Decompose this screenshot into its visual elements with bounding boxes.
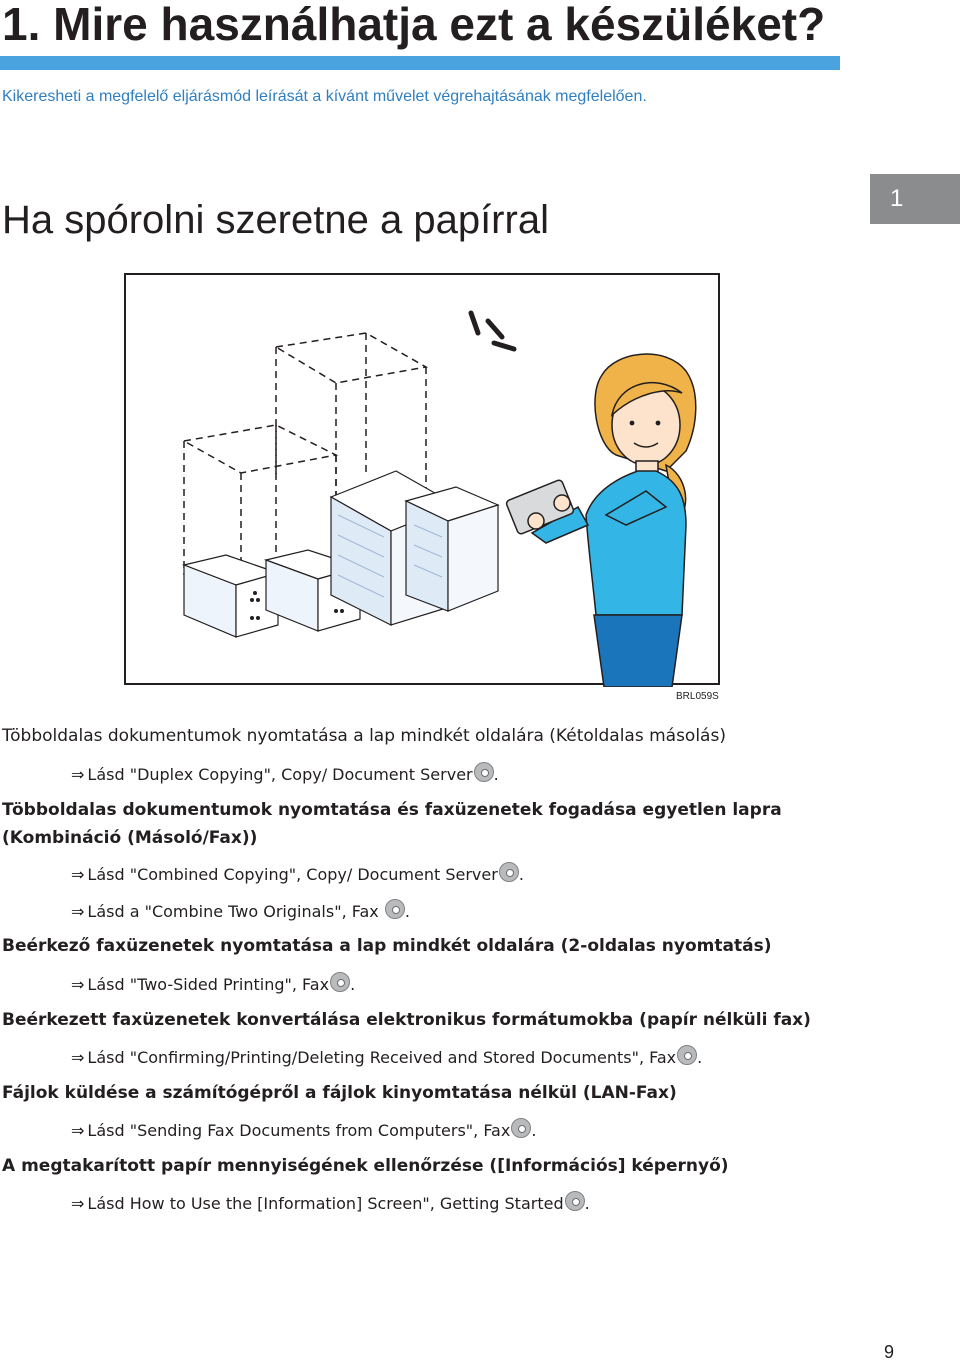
arrow-icon: ⇒: [71, 1121, 85, 1140]
reference-link[interactable]: [71, 1191, 590, 1216]
cd-icon: [511, 1118, 531, 1138]
reference-end: .: [531, 1121, 537, 1140]
reference-end: .: [697, 1048, 703, 1067]
arrow-icon: ⇒: [71, 975, 85, 994]
figure-code: BRL059S: [676, 691, 719, 702]
section-title: Ha spórolni szeretne a papírral: [2, 198, 549, 242]
reference-link[interactable]: [71, 972, 355, 997]
reference-link[interactable]: [71, 762, 499, 787]
item-heading: Fájlok küldése a számítógépről a fájlok kinyomtatása nélkül (LAN-Fax): [2, 1083, 677, 1103]
arrow-icon: ⇒: [71, 1194, 85, 1213]
item-heading: A megtakarított papír mennyiségének ellenőrzése ([Információs] képernyő): [2, 1156, 729, 1176]
arrow-icon: ⇒: [71, 1048, 85, 1067]
cd-icon: [565, 1191, 585, 1211]
title-rule: [0, 56, 840, 70]
cd-icon: [474, 762, 494, 782]
item-heading: Beérkezett faxüzenetek konvertálása elektronikus formátumokba (papír nélküli fax): [2, 1010, 811, 1030]
chapter-title: 1. Mire használhatja ezt a készüléket?: [2, 0, 826, 50]
reference-end: .: [493, 765, 499, 784]
reference-end: .: [404, 902, 410, 921]
reference-link[interactable]: [71, 862, 524, 887]
arrow-icon: ⇒: [71, 765, 85, 784]
reference-text: Lásd "Duplex Copying", Copy/ Document Server: [87, 765, 473, 784]
cd-icon: [499, 862, 519, 882]
item-heading: Beérkező faxüzenetek nyomtatása a lap mindkét oldalára (2-oldalas nyomtatás): [2, 936, 772, 956]
item-heading: Többoldalas dokumentumok nyomtatása a lap mindkét oldalára (Kétoldalas másolás): [2, 726, 726, 746]
reference-end: .: [518, 865, 524, 884]
reference-text: Lásd "Confirming/Printing/Deleting Received and Stored Documents", Fax: [87, 1048, 677, 1067]
reference-end: .: [584, 1194, 590, 1213]
item-heading: Többoldalas dokumentumok nyomtatása és faxüzenetek fogadása egyetlen lapra: [2, 800, 782, 820]
reference-text: Lásd "Sending Fax Documents from Computers", Fax: [87, 1121, 511, 1140]
cd-icon: [330, 972, 350, 992]
reference-link[interactable]: [71, 899, 410, 924]
reference-text: Lásd a "Combine Two Originals", Fax: [87, 902, 384, 921]
item-heading-cont: (Kombináció (Másoló/Fax)): [2, 828, 258, 848]
reference-text: Lásd How to Use the [Information] Screen", Getting Started: [87, 1194, 564, 1213]
reference-text: Lásd "Combined Copying", Copy/ Document Server: [87, 865, 498, 884]
arrow-icon: ⇒: [71, 865, 85, 884]
arrow-icon: ⇒: [71, 902, 85, 921]
reference-text: Lásd "Two-Sided Printing", Fax: [87, 975, 330, 994]
chapter-tab: 1: [870, 174, 960, 224]
page-number: 9: [884, 1342, 895, 1362]
cd-icon: [677, 1045, 697, 1065]
reference-link[interactable]: [71, 1118, 536, 1143]
reference-link[interactable]: [71, 1045, 702, 1070]
illustration-paper-saving: [124, 273, 720, 685]
intro-text: Kikeresheti a megfelelő eljárásmód leírását a kívánt művelet végrehajtásának megfelelően.: [2, 88, 647, 105]
reference-end: .: [350, 975, 356, 994]
illustration-drawing: [126, 275, 722, 687]
cd-icon: [385, 899, 405, 919]
